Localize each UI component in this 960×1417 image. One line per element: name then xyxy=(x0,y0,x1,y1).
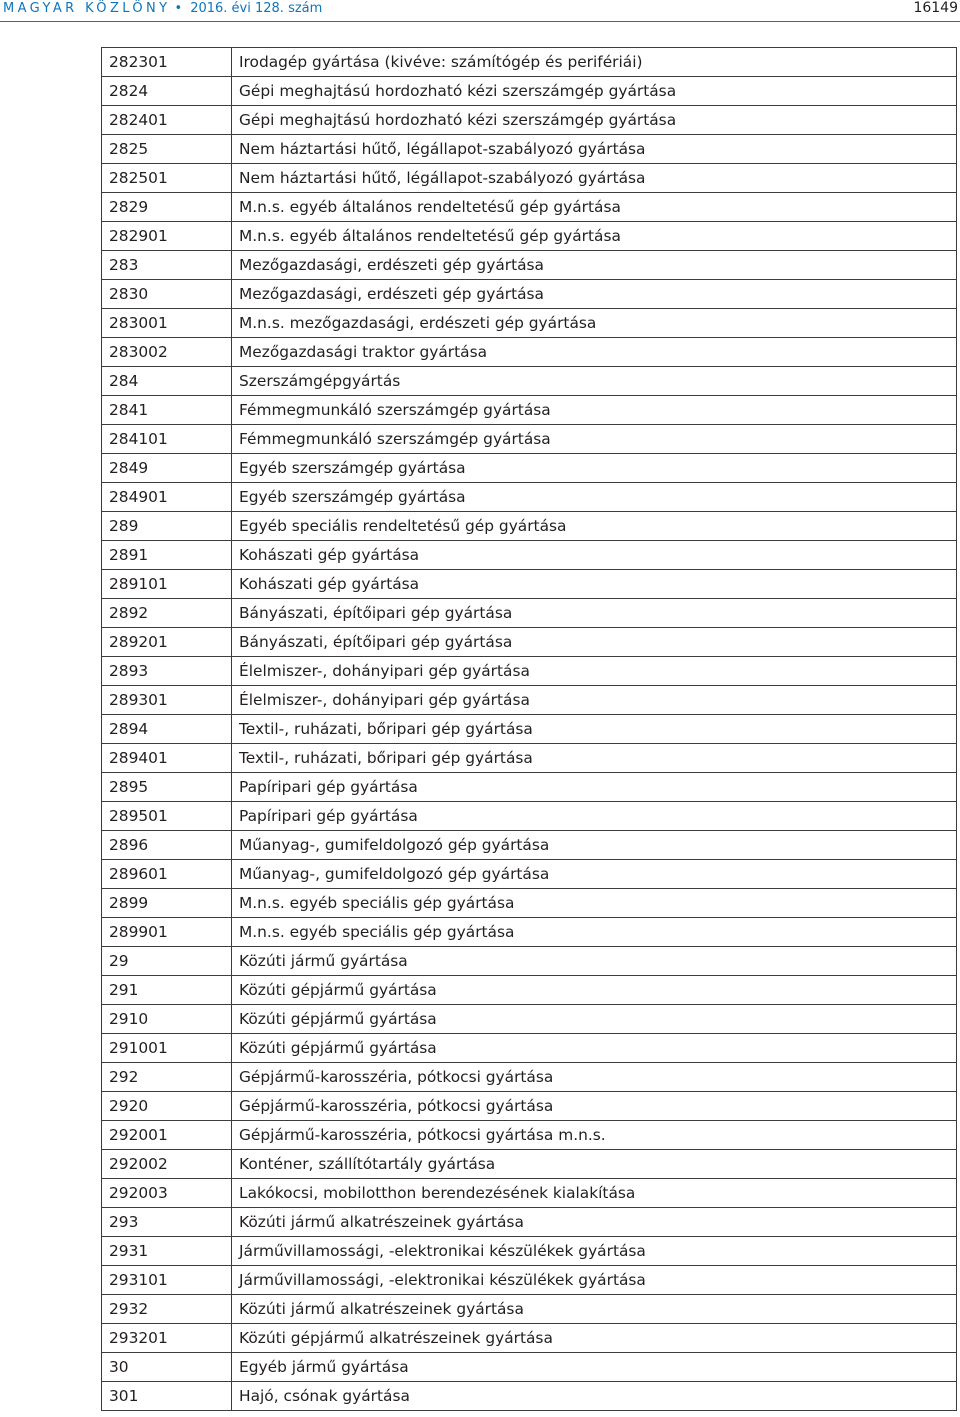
activity-name: Egyéb szerszámgép gyártása xyxy=(232,483,957,512)
activity-code: 289501 xyxy=(102,802,232,831)
table-row xyxy=(102,657,957,686)
activity-code: 289401 xyxy=(102,744,232,773)
activity-code: 289301 xyxy=(102,686,232,715)
activity-code: 282301 xyxy=(102,48,232,77)
table-row xyxy=(102,599,957,628)
activity-code: 293 xyxy=(102,1208,232,1237)
activity-code: 283001 xyxy=(102,309,232,338)
table-row xyxy=(102,512,957,541)
activity-name: Közúti jármű gyártása xyxy=(232,947,957,976)
table-row xyxy=(102,425,957,454)
activity-name: Élelmiszer-, dohányipari gép gyártása xyxy=(232,686,957,715)
activity-code: 292003 xyxy=(102,1179,232,1208)
table-row xyxy=(102,1382,957,1411)
activity-name: Nem háztartási hűtő, légállapot-szabályozó gyártása xyxy=(232,164,957,193)
activity-code: 2849 xyxy=(102,454,232,483)
activity-name: Járművillamossági, -elektronikai készülékek gyártása xyxy=(232,1237,957,1266)
table-row xyxy=(102,193,957,222)
table-row xyxy=(102,1353,957,1382)
table-row xyxy=(102,106,957,135)
table-row xyxy=(102,773,957,802)
table-row xyxy=(102,1324,957,1353)
activity-name: M.n.s. egyéb speciális gép gyártása xyxy=(232,918,957,947)
activity-name: M.n.s. egyéb általános rendeltetésű gép gyártása xyxy=(232,222,957,251)
table-row xyxy=(102,1121,957,1150)
activity-name: Mezőgazdasági traktor gyártása xyxy=(232,338,957,367)
table-row xyxy=(102,164,957,193)
header-separator: • xyxy=(174,1,183,16)
table-row xyxy=(102,802,957,831)
activity-name: Mezőgazdasági, erdészeti gép gyártása xyxy=(232,251,957,280)
table-row xyxy=(102,338,957,367)
activity-name: Műanyag-, gumifeldolgozó gép gyártása xyxy=(232,860,957,889)
table-row xyxy=(102,1179,957,1208)
table-row xyxy=(102,1034,957,1063)
activity-name: Gépjármű-karosszéria, pótkocsi gyártása xyxy=(232,1092,957,1121)
table-row xyxy=(102,918,957,947)
activity-code: 2891 xyxy=(102,541,232,570)
table-row xyxy=(102,686,957,715)
table-row xyxy=(102,1237,957,1266)
page-header xyxy=(0,0,960,22)
table-row xyxy=(102,744,957,773)
page-number: 16149 xyxy=(913,0,958,16)
table-row xyxy=(102,396,957,425)
activity-name: Egyéb szerszámgép gyártása xyxy=(232,454,957,483)
table-row xyxy=(102,1063,957,1092)
activity-code: 29 xyxy=(102,947,232,976)
activity-name: Lakókocsi, mobilotthon berendezésének kialakítása xyxy=(232,1179,957,1208)
activity-name: Bányászati, építőipari gép gyártása xyxy=(232,599,957,628)
activity-code: 2824 xyxy=(102,77,232,106)
activity-code: 289201 xyxy=(102,628,232,657)
activity-code: 301 xyxy=(102,1382,232,1411)
code-table-body xyxy=(102,48,957,1411)
table-row xyxy=(102,976,957,1005)
activity-code: 2895 xyxy=(102,773,232,802)
activity-name: Nem háztartási hűtő, légállapot-szabályozó gyártása xyxy=(232,135,957,164)
activity-code-table xyxy=(101,47,957,1411)
activity-name: Közúti gépjármű gyártása xyxy=(232,1005,957,1034)
table-row xyxy=(102,309,957,338)
table-row xyxy=(102,77,957,106)
table-row xyxy=(102,454,957,483)
activity-code: 293201 xyxy=(102,1324,232,1353)
activity-code: 2899 xyxy=(102,889,232,918)
table-row xyxy=(102,1295,957,1324)
activity-name: M.n.s. egyéb speciális gép gyártása xyxy=(232,889,957,918)
activity-code: 2892 xyxy=(102,599,232,628)
activity-name: Közúti gépjármű gyártása xyxy=(232,976,957,1005)
activity-name: Mezőgazdasági, erdészeti gép gyártása xyxy=(232,280,957,309)
table-row xyxy=(102,889,957,918)
table-row xyxy=(102,483,957,512)
activity-name: Kohászati gép gyártása xyxy=(232,570,957,599)
activity-code: 292 xyxy=(102,1063,232,1092)
table-row xyxy=(102,1150,957,1179)
activity-name: Gépjármű-karosszéria, pótkocsi gyártása m.n.s. xyxy=(232,1121,957,1150)
table-row xyxy=(102,1266,957,1295)
table-row xyxy=(102,860,957,889)
activity-name: Kohászati gép gyártása xyxy=(232,541,957,570)
table-row xyxy=(102,570,957,599)
activity-name: Gépjármű-karosszéria, pótkocsi gyártása xyxy=(232,1063,957,1092)
activity-name: Közúti jármű alkatrészeinek gyártása xyxy=(232,1208,957,1237)
activity-code: 283002 xyxy=(102,338,232,367)
header-rule xyxy=(0,21,960,22)
activity-name: Fémmegmunkáló szerszámgép gyártása xyxy=(232,425,957,454)
activity-code: 2896 xyxy=(102,831,232,860)
running-head xyxy=(3,1,322,16)
table-row xyxy=(102,48,957,77)
activity-code: 282401 xyxy=(102,106,232,135)
activity-code: 291 xyxy=(102,976,232,1005)
activity-code: 284901 xyxy=(102,483,232,512)
activity-code: 282501 xyxy=(102,164,232,193)
table-row xyxy=(102,135,957,164)
table-row xyxy=(102,1208,957,1237)
activity-name: Műanyag-, gumifeldolgozó gép gyártása xyxy=(232,831,957,860)
activity-name: Gépi meghajtású hordozható kézi szerszámgép gyártása xyxy=(232,77,957,106)
table-row xyxy=(102,1005,957,1034)
activity-name: Textil-, ruházati, bőripari gép gyártása xyxy=(232,715,957,744)
activity-name: Járművillamossági, -elektronikai készülékek gyártása xyxy=(232,1266,957,1295)
activity-code: 284 xyxy=(102,367,232,396)
activity-code: 289601 xyxy=(102,860,232,889)
table-row xyxy=(102,541,957,570)
activity-name: Egyéb speciális rendeltetésű gép gyártása xyxy=(232,512,957,541)
activity-name: Gépi meghajtású hordozható kézi szerszámgép gyártása xyxy=(232,106,957,135)
activity-code: 289101 xyxy=(102,570,232,599)
activity-code: 282901 xyxy=(102,222,232,251)
activity-name: M.n.s. egyéb általános rendeltetésű gép gyártása xyxy=(232,193,957,222)
activity-code: 2931 xyxy=(102,1237,232,1266)
activity-code: 284101 xyxy=(102,425,232,454)
activity-name: Bányászati, építőipari gép gyártása xyxy=(232,628,957,657)
activity-name: Egyéb jármű gyártása xyxy=(232,1353,957,1382)
table-row xyxy=(102,280,957,309)
activity-code: 2910 xyxy=(102,1005,232,1034)
activity-name: Közúti jármű alkatrészeinek gyártása xyxy=(232,1295,957,1324)
activity-code: 2830 xyxy=(102,280,232,309)
activity-code: 292001 xyxy=(102,1121,232,1150)
table-row xyxy=(102,1092,957,1121)
activity-code: 2829 xyxy=(102,193,232,222)
activity-code: 293101 xyxy=(102,1266,232,1295)
activity-name: Papíripari gép gyártása xyxy=(232,773,957,802)
table-row xyxy=(102,715,957,744)
activity-code: 289901 xyxy=(102,918,232,947)
activity-code: 289 xyxy=(102,512,232,541)
activity-name: Közúti gépjármű alkatrészeinek gyártása xyxy=(232,1324,957,1353)
activity-code: 2920 xyxy=(102,1092,232,1121)
activity-name: Textil-, ruházati, bőripari gép gyártása xyxy=(232,744,957,773)
table-row xyxy=(102,947,957,976)
table-row xyxy=(102,831,957,860)
table-row xyxy=(102,222,957,251)
table-row xyxy=(102,367,957,396)
activity-code: 2825 xyxy=(102,135,232,164)
activity-name: M.n.s. mezőgazdasági, erdészeti gép gyártása xyxy=(232,309,957,338)
activity-name: Élelmiszer-, dohányipari gép gyártása xyxy=(232,657,957,686)
activity-name: Papíripari gép gyártása xyxy=(232,802,957,831)
table-row xyxy=(102,628,957,657)
activity-code: 283 xyxy=(102,251,232,280)
activity-name: Fémmegmunkáló szerszámgép gyártása xyxy=(232,396,957,425)
journal-title: MAGYAR KÖZLÖNY xyxy=(3,1,171,16)
activity-name: Közúti gépjármű gyártása xyxy=(232,1034,957,1063)
activity-name: Konténer, szállítótartály gyártása xyxy=(232,1150,957,1179)
activity-code: 30 xyxy=(102,1353,232,1382)
activity-name: Hajó, csónak gyártása xyxy=(232,1382,957,1411)
activity-name: Szerszámgépgyártás xyxy=(232,367,957,396)
activity-code: 291001 xyxy=(102,1034,232,1063)
activity-code: 2893 xyxy=(102,657,232,686)
activity-code: 2894 xyxy=(102,715,232,744)
activity-name: Irodagép gyártása (kivéve: számítógép és perifériái) xyxy=(232,48,957,77)
activity-code: 292002 xyxy=(102,1150,232,1179)
issue-label: 2016. évi 128. szám xyxy=(190,1,323,16)
activity-code: 2932 xyxy=(102,1295,232,1324)
activity-code: 2841 xyxy=(102,396,232,425)
table-row xyxy=(102,251,957,280)
